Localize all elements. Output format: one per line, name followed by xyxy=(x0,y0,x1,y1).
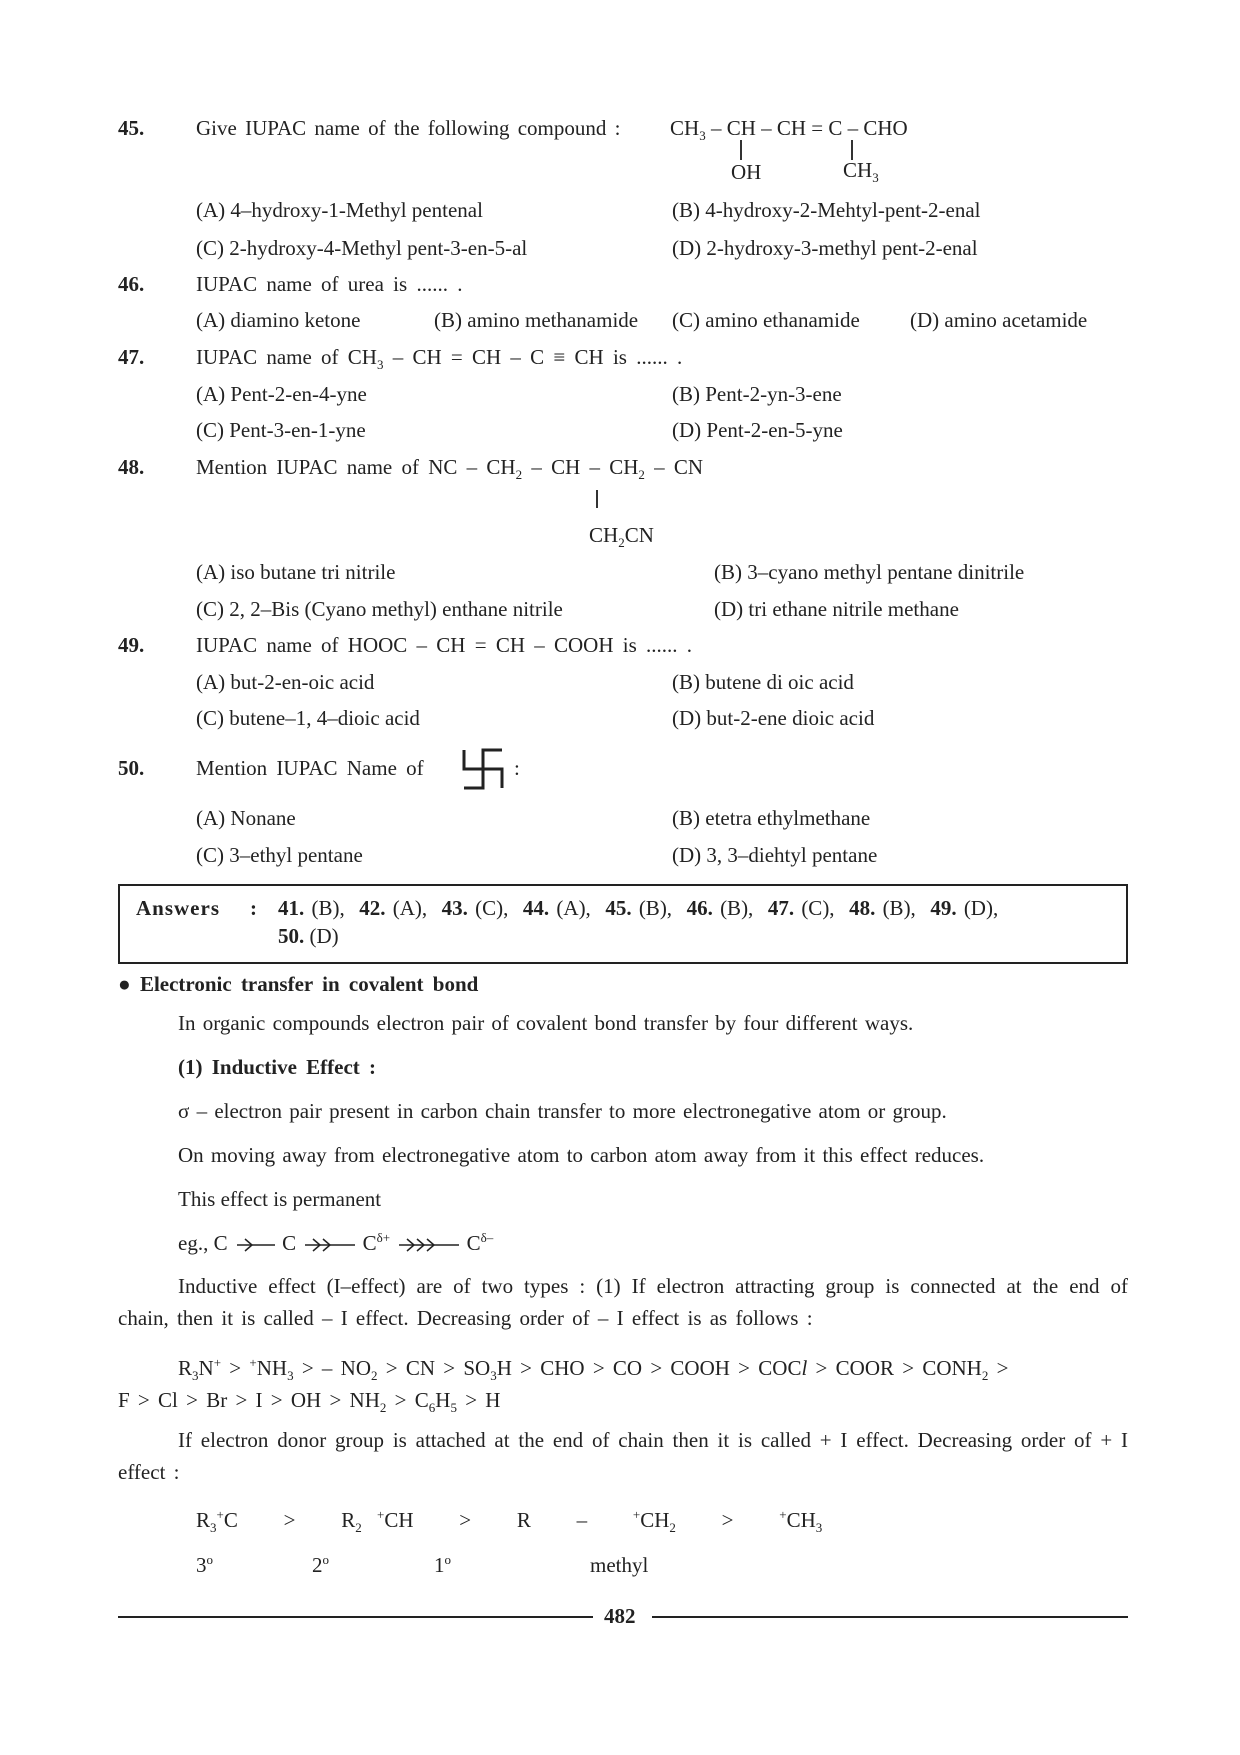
q46-option-c[interactable]: (C) amino ethanamide xyxy=(672,308,860,332)
answers-line-2: 50. (D) xyxy=(278,924,339,948)
q49-number: 49. xyxy=(118,633,145,657)
answers-colon: : xyxy=(250,896,257,920)
q46-text: IUPAC name of urea is ...... . xyxy=(196,272,463,296)
minus-i-order-line-2: F > Cl > Br > I > OH > $NH_2 > C_6H_5 > H$ xyxy=(118,1388,501,1415)
minus-i-paragraph: Inductive effect (I–effect) are of two types : (1) If electron attracting group is connected at the end of chain, then it is called – I effect. Decreasing order of – I effect is as follows : xyxy=(118,1274,1128,1330)
q45-bond-ch3 xyxy=(851,140,853,160)
q45-option-a[interactable]: (A) 4–hydroxy-1-Methyl pentenal xyxy=(196,198,483,222)
section-heading: ● Electronic transfer in covalent bond xyxy=(118,972,479,996)
q47-option-b[interactable]: (B) Pent-2-yn-3-ene xyxy=(672,382,842,406)
q49-text: IUPAC name of HOOC – CH = CH – COOH is ...... . xyxy=(196,633,693,657)
q48-option-c[interactable]: (C) 2, 2–Bis (Cyano methyl) enthane nitrile xyxy=(196,597,563,621)
q49-option-c[interactable]: (C) butene–1, 4–dioic acid xyxy=(196,706,420,730)
primary-label: 1$^o$ xyxy=(434,1552,451,1577)
q45-branch-oh: OH xyxy=(731,160,762,184)
single-arrow-icon xyxy=(233,1238,277,1252)
q45-option-d[interactable]: (D) 2-hydroxy-3-methyl pent-2-enal xyxy=(672,236,978,260)
q50-colon: : xyxy=(514,756,520,780)
double-arrow-icon xyxy=(301,1238,357,1252)
q45-option-c[interactable]: (C) 2-hydroxy-4-Methyl pent-3-en-5-al xyxy=(196,236,528,260)
q50-option-a[interactable]: (A) Nonane xyxy=(196,806,296,830)
answers-label: Answers xyxy=(136,896,220,920)
q47-number: 47. xyxy=(118,345,145,369)
page-number: 482 xyxy=(604,1604,636,1628)
q48-option-b[interactable]: (B) 3–cyano methyl pentane dinitrile xyxy=(714,560,1025,584)
q47-option-c[interactable]: (C) Pent-3-en-1-yne xyxy=(196,418,366,442)
q50-text: Mention IUPAC Name of xyxy=(196,756,424,780)
sigma-line: σ – electron pair present in carbon chain transfer to more electronegative atom or group. xyxy=(178,1099,947,1123)
q47-option-d[interactable]: (D) Pent-2-en-5-yne xyxy=(672,418,843,442)
q49-option-a[interactable]: (A) but-2-en-oic acid xyxy=(196,670,375,694)
methyl-label: methyl xyxy=(590,1553,649,1577)
q45-text: Give IUPAC name of the following compound : xyxy=(196,116,621,140)
inductive-heading: (1) Inductive Effect : xyxy=(178,1055,377,1079)
q45-branch-ch3: $CH_3$ xyxy=(843,158,879,185)
answers-line-1: 41. (B), 42. (A), 43. (C), 44. (A), 45. (B), 46. (B), 47. (C), 48. (B), 49. (D), xyxy=(278,896,999,920)
q45-bond-oh xyxy=(740,140,742,160)
bullet-icon: ● xyxy=(118,972,131,996)
q46-option-b[interactable]: (B) amino methanamide xyxy=(434,308,639,332)
moving-line: On moving away from electronegative atom to carbon atom away from it this effect reduces. xyxy=(178,1143,985,1167)
q48-option-a[interactable]: (A) iso butane tri nitrile xyxy=(196,560,396,584)
q49-option-b[interactable]: (B) butene di oic acid xyxy=(672,670,854,694)
q45-option-b[interactable]: (B) 4-hydroxy-2-Mehtyl-pent-2-enal xyxy=(672,198,981,222)
q48-option-d[interactable]: (D) tri ethane nitrile methane xyxy=(714,597,959,621)
q50-option-b[interactable]: (B) etetra ethylmethane xyxy=(672,806,871,830)
q46-number: 46. xyxy=(118,272,145,296)
triple-arrow-icon xyxy=(395,1238,461,1252)
q47-text: IUPAC name of $CH_3$ – CH = CH – C ≡ CH is ...... . xyxy=(196,345,683,372)
q49-option-d[interactable]: (D) but-2-ene dioic acid xyxy=(672,706,875,730)
q45-formula: $CH_3$ – CH – CH = C – CHO xyxy=(670,116,908,143)
q48-number: 48. xyxy=(118,455,145,479)
plus-i-paragraph: If electron donor group is attached at the end of chain then it is called + I effect. Decreasing order of + I effect : xyxy=(118,1428,1128,1484)
q45-number: 45. xyxy=(118,116,145,140)
q48-branch: $CH_2CN$ xyxy=(589,523,654,550)
q47-option-a[interactable]: (A) Pent-2-en-4-yne xyxy=(196,382,367,406)
q46-option-d[interactable]: (D) amino acetamide xyxy=(910,308,1088,332)
q50-option-d[interactable]: (D) 3, 3–diehtyl pentane xyxy=(672,843,878,867)
secondary-label: 2$^o$ xyxy=(312,1552,329,1577)
q48-text: Mention IUPAC name of NC – $CH_2$ – CH – $CH_2$ – CN xyxy=(196,455,704,482)
plus-i-order: $R_3^+C > R_2$ $^+CH > R - ^+CH_2 > ^+CH_3$ xyxy=(196,1507,823,1535)
footer-rule-right xyxy=(652,1616,1128,1618)
q50-number: 50. xyxy=(118,756,145,780)
permanent-line: This effect is permanent xyxy=(178,1187,382,1211)
skeletal-structure-icon xyxy=(462,748,504,790)
tertiary-label: 3$^o$ xyxy=(196,1552,213,1577)
q46-option-a[interactable]: (A) diamino ketone xyxy=(196,308,361,332)
inductive-example: eg., C C $C^{\delta+}$ $C^{\delta-}$ xyxy=(178,1230,494,1255)
q48-bond xyxy=(596,490,598,508)
q50-option-c[interactable]: (C) 3–ethyl pentane xyxy=(196,843,363,867)
footer-rule-left xyxy=(118,1616,593,1618)
section-intro: In organic compounds electron pair of covalent bond transfer by four different ways. xyxy=(178,1011,914,1035)
minus-i-order-line-1: $R_3N^+ > ^+NH_3$ > – $NO_2$ > CN > $SO_3H$ > CHO > CO > COOH > COCl > COOR > $CONH_2$ > xyxy=(178,1355,1009,1383)
